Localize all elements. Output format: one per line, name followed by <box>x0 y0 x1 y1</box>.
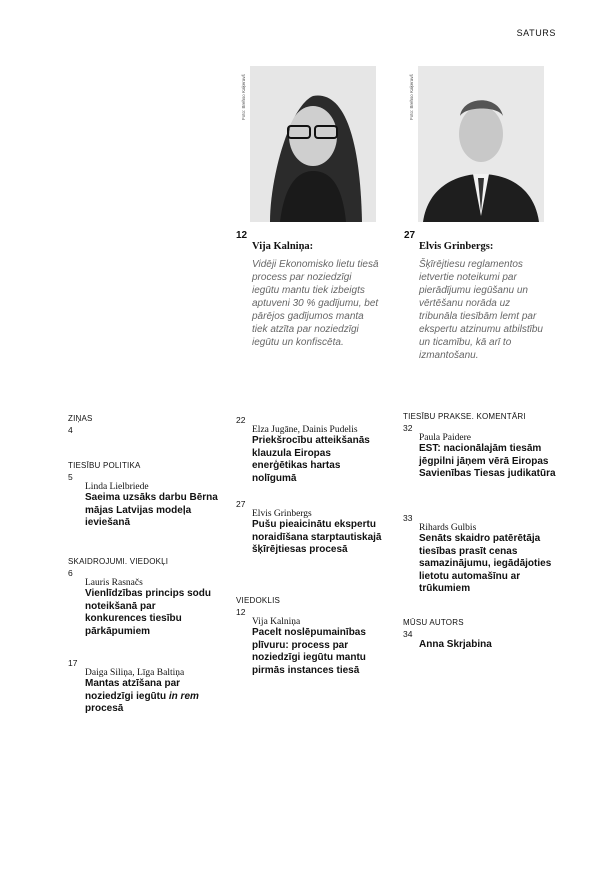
article-title: Priekšrocību atteikšanās klauzula Eiropas enerģētikas hartas nolīgumā <box>252 435 370 484</box>
page-number: 34 <box>403 629 413 639</box>
article-author: Daiga Siliņa, Līga Baltiņa <box>85 668 185 678</box>
section-label: ZIŅAS <box>68 414 93 423</box>
article-author: Elza Jugāne, Dainis Pudelis <box>252 425 358 435</box>
portrait-photo-kalnina <box>250 66 376 222</box>
page-number: 22 <box>236 415 246 425</box>
article-author: Vija Kalniņa <box>252 617 301 627</box>
featured-author-name: Vija Kalniņa: <box>252 241 314 252</box>
article-title: Mantas atzīšana par noziedzīgi iegūtu in rem procesā <box>85 678 199 714</box>
page-number: 5 <box>68 472 73 482</box>
photo-credit: Foto: Brehso Kaķeravš <box>409 74 414 120</box>
page-number: 33 <box>403 513 413 523</box>
section-label: VIEDOKLIS <box>236 596 281 605</box>
toc-entry-musu-autors[interactable] <box>403 618 563 652</box>
photo-credit: Foto: Brehso Kaķeravš <box>241 74 246 120</box>
article-title: Vienlīdzības princips sodu noteikšanā par konkurences tiesību pārkāpumiem <box>85 588 211 637</box>
toc-entry-27[interactable] <box>236 497 386 557</box>
page-number: 4 <box>68 425 73 435</box>
toc-entry-zinas[interactable] <box>68 414 198 435</box>
article-title: Pacelt noslēpumainības plīvuru: process par noziedzīgi iegūtu mantu pirmās instances tiesā <box>252 627 366 676</box>
page-number: 32 <box>403 423 413 433</box>
featured-page-number: 12 <box>236 230 248 241</box>
article-title: Pušu pieaicinātu ekspertu noraidīšana starptautiskajā šķīrējtiesas procesā <box>252 519 382 555</box>
page-number: 12 <box>236 607 246 617</box>
portrait-photo-grinbergs <box>418 66 544 222</box>
article-author: Paula Paidere <box>419 433 471 443</box>
article-title: EST: nacionālajām tiesām jēgpilni jāņem vērā Eiropas Savienības Tiesas judikatūra <box>419 443 556 479</box>
page-number: 27 <box>236 499 246 509</box>
section-label: MŪSU AUTORS <box>403 618 464 627</box>
section-label: TIESĪBU PRAKSE. KOMENTĀRI <box>403 412 526 421</box>
section-label: TIESĪBU POLITIKA <box>68 461 141 470</box>
featured-author-name: Elvis Grinbergs: <box>419 241 494 252</box>
section-header: SATURS <box>516 28 556 38</box>
toc-entry-viedoklis[interactable] <box>236 596 386 677</box>
article-author: Lauris Rasnačs <box>85 578 143 588</box>
toc-entry-tiesibu-prakse[interactable] <box>403 412 563 481</box>
article-title: Saeima uzsāks darbu Bērna mājas Latvijas modeļa ieviešanā <box>85 492 218 528</box>
article-title: Senāts skaidro patērētāja tiesības prasīt cenas samazinājumu, iegādājoties lietotu automašīnu ar trūkumiem <box>419 533 552 594</box>
toc-entry-skaidrojumi[interactable] <box>68 557 218 638</box>
toc-entry-33[interactable] <box>403 511 563 596</box>
featured-quote: Šķīrējtiesu reglamentos ietvertie noteikumi par pierādījumu iegūšanu un vērtēšanu norāda uz tribunāla tiesībām lemt par ekspertu atzinumu atbilstību un ticamību, kā arī to izmantošanu. <box>419 259 543 361</box>
article-title: Anna Skrjabina <box>419 639 492 650</box>
featured-quote: Vidēji Ekonomisko lietu tiesā process par noziedzīgi iegūtu mantu tiek izbeigts aptuveni 30 % gadījumu, bet pārējos gadījumos manta tiek atzīta par noziedzīgi iegūtu un konfiscēta. <box>252 259 379 348</box>
toc-entry-17[interactable] <box>68 656 218 716</box>
article-author: Elvis Grinbergs <box>252 509 312 519</box>
section-label: SKAIDROJUMI. VIEDOKĻI <box>68 557 169 566</box>
article-author: Linda Lielbriede <box>85 482 149 492</box>
toc-entry-tiesibu-politika[interactable] <box>68 461 218 530</box>
article-author: Rihards Gulbis <box>419 523 477 533</box>
featured-page-number: 27 <box>404 230 416 241</box>
page-number: 6 <box>68 568 73 578</box>
toc-entry-22[interactable] <box>236 413 386 485</box>
page-number: 17 <box>68 658 78 668</box>
